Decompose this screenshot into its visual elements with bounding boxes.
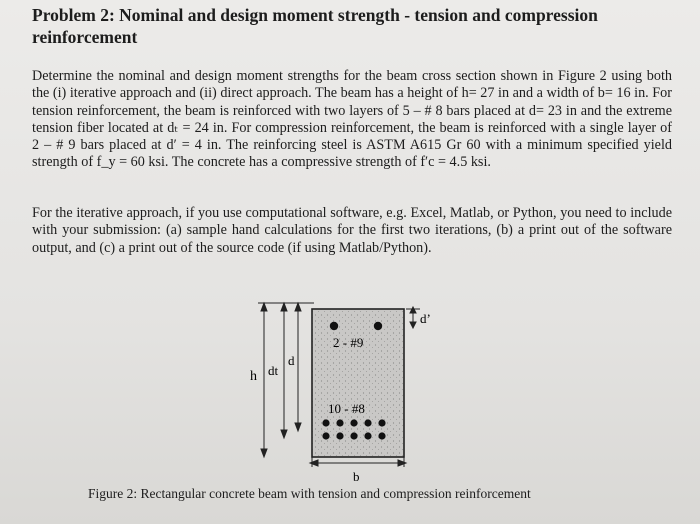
width-label: b bbox=[353, 469, 360, 484]
beam-cross-section-figure bbox=[230, 295, 450, 485]
dt-label: dt bbox=[268, 363, 279, 378]
compression-bar bbox=[330, 322, 338, 330]
problem-title: Problem 2: Nominal and design moment strength - tension and compression reinforcement bbox=[32, 5, 598, 47]
problem-paragraph-1: Determine the nominal and design moment strengths for the beam cross section shown in Figure 2 using both the (i) iterative approach and (ii) direct approach. The beam has a height of h= 27 in and a width of b= 16 in. For tension reinforcement, the beam is reinforced with two layers of 5 – # 8 bars placed at d= 23 in and the extreme tension fiber located at dₜ = 24 in. For compression reinforcement, the beam is reinforced with a single layer of 2 – # 9 bars placed at d′ = 4 in. The reinforcing steel is ASTM A615 Gr 60 with a minimum specified yield strength of f_y = 60 ksi. The concrete has a compressive strength of f′c = 4.5 ksi. bbox=[32, 68, 672, 171]
compression-bar-label: 2 - #9 bbox=[333, 335, 364, 350]
figure-caption: Figure 2: Rectangular concrete beam with tension and compression reinforcement bbox=[88, 486, 531, 501]
height-label: h bbox=[250, 369, 257, 384]
compression-bar bbox=[374, 322, 382, 330]
tension-bar-label: 10 - #8 bbox=[328, 401, 365, 416]
dprime-label: d’ bbox=[420, 311, 431, 326]
problem-paragraph-2: For the iterative approach, if you use computational software, e.g. Excel, Matlab, or Python, you need to include with your submission: (a) sample hand calculations for the first two iterations, (b) a print out of the software output, and (c) a print out of the source code (if using Matlab/Python). bbox=[32, 205, 672, 256]
d-label: d bbox=[288, 353, 295, 368]
